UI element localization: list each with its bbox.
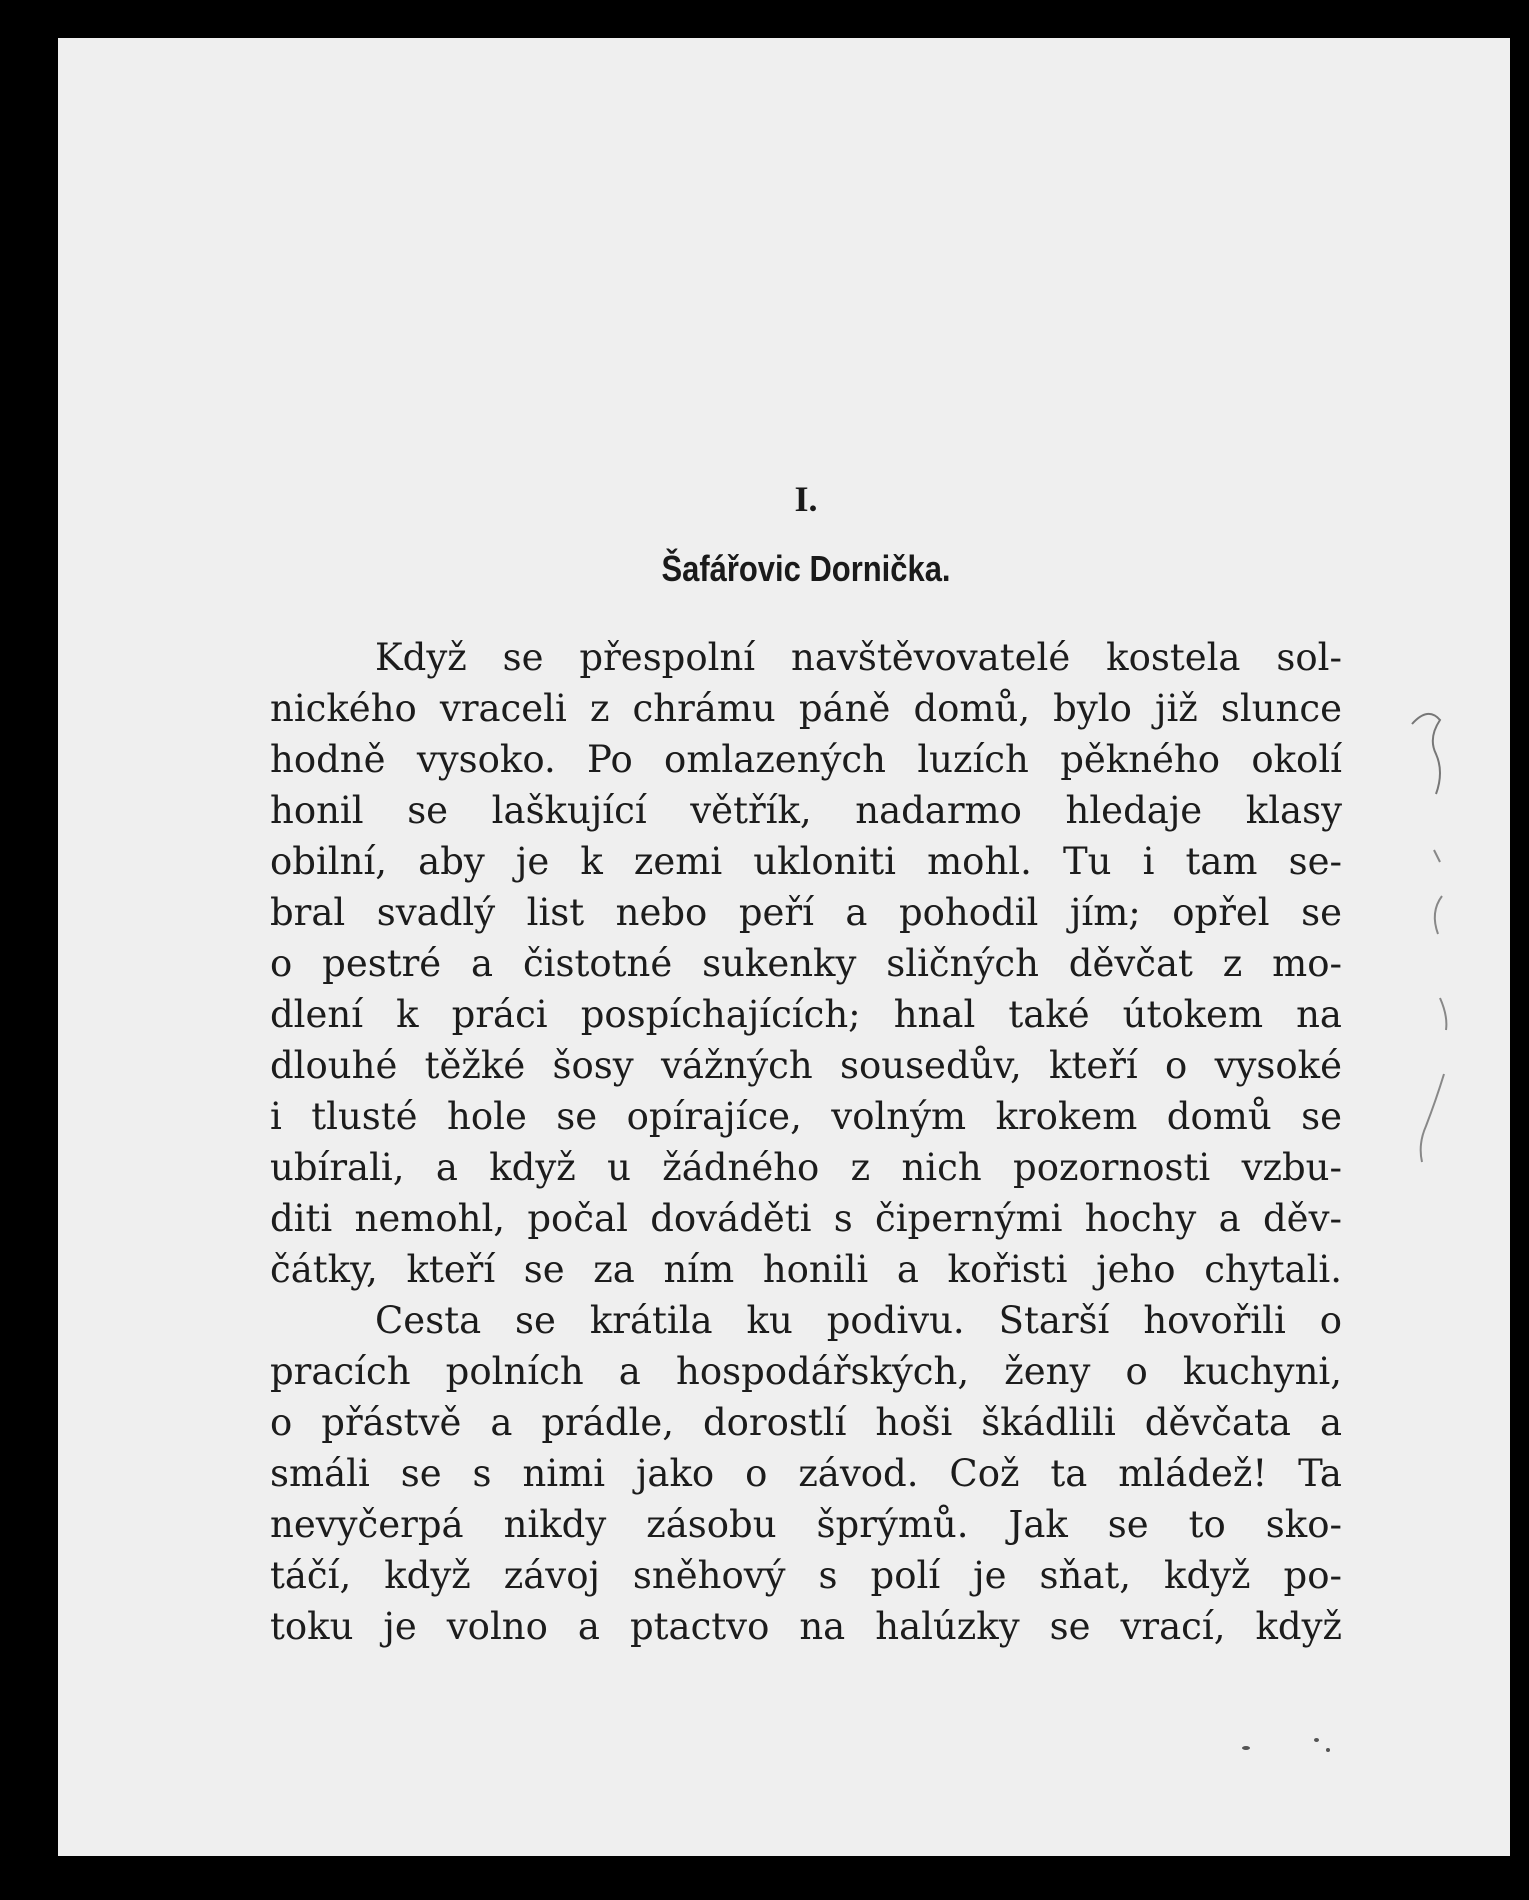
text-line: nevyčerpá nikdy zásobu šprýmů. Jak se to sko- (270, 1503, 1342, 1546)
margin-pencil-marks (1410, 698, 1470, 1168)
text-line: dlouhé těžké šosy vážných sousedův, kteří o vysoké (270, 1044, 1342, 1087)
paper-speck (1326, 1748, 1330, 1752)
text-line: toku je volno a ptactvo na halúzky se vrací, když (270, 1605, 1342, 1648)
text-line: táčí, když závoj sněhový s polí je sňat, když po- (270, 1554, 1342, 1597)
text-line: pracích polních a hospodářských, ženy o kuchyni, (270, 1350, 1342, 1393)
paper-speck (1242, 1746, 1250, 1750)
text-line: o přástvě a prádle, dorostlí hoši škádlili děvčata a (270, 1401, 1342, 1444)
chapter-number: I. (794, 479, 818, 519)
text-line: smáli se s nimi jako o závod. Což ta mládež! Ta (270, 1452, 1342, 1495)
text-line: i tlusté hole se opírajíce, volným krokem domů se (270, 1095, 1342, 1138)
text-line: Cesta se krátila ku podivu. Starší hovořili o (375, 1299, 1342, 1342)
body-text (270, 632, 1342, 1652)
text-line: honil se laškující větřík, nadarmo hledaje klasy (270, 789, 1342, 832)
chapter-title: Šafářovic Dornička. (661, 548, 951, 589)
text-line: o pestré a čistotné sukenky sličných děvčat z mo- (270, 942, 1342, 985)
text-line: bral svadlý list nebo peří a pohodil jím; opřel se (270, 891, 1342, 934)
text-line: nického vraceli z chrámu páně domů, bylo již slunce (270, 687, 1342, 730)
text-line: hodně vysoko. Po omlazených luzích pěkného okolí (270, 738, 1342, 781)
text-line: ubírali, a když u žádného z nich pozornosti vzbu- (270, 1146, 1342, 1189)
text-line: dlení k práci pospíchajících; hnal také útokem na (270, 993, 1342, 1036)
text-line: čátky, kteří se za ním honili a kořisti jeho chytali. (270, 1248, 1342, 1291)
text-line: Když se přespolní navštěvovatelé kostela sol- (375, 636, 1342, 679)
text-line: obilní, aby je k zemi ukloniti mohl. Tu i tam se- (270, 840, 1342, 883)
paper-sheet (58, 38, 1510, 1856)
text-line: diti nemohl, počal dováděti s čipernými hochy a děv- (270, 1197, 1342, 1240)
paper-speck (1314, 1738, 1319, 1742)
